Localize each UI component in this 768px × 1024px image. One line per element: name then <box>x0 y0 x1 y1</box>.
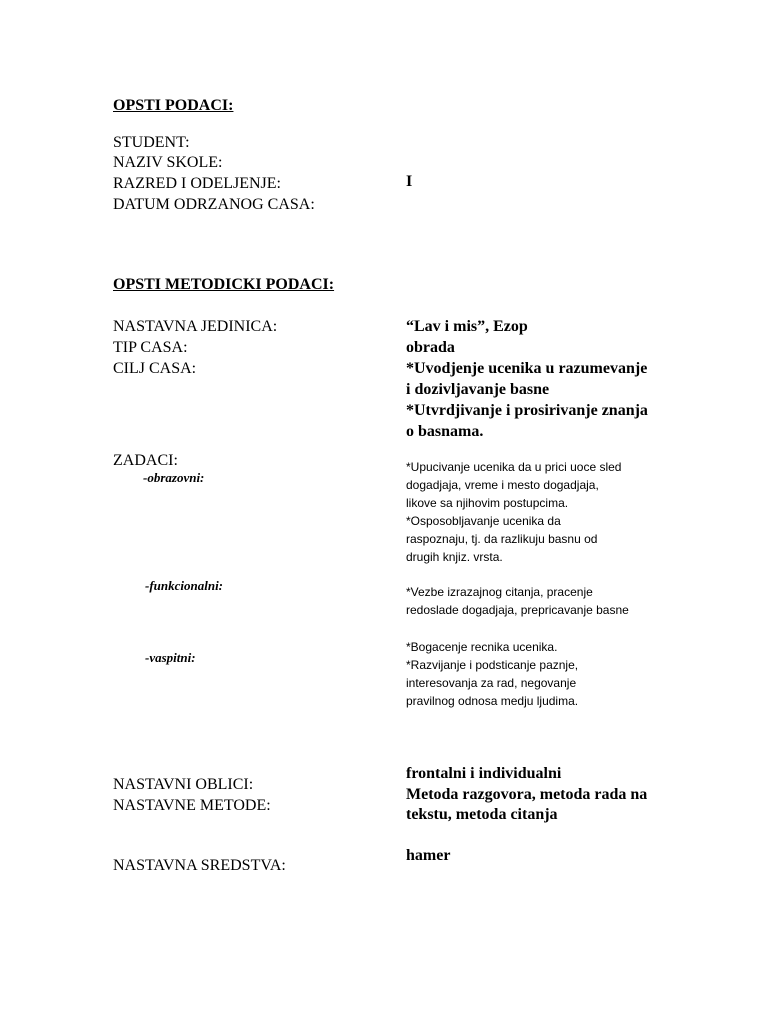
methods-label: NASTAVNE METODE: <box>113 797 271 814</box>
methods-line: Metoda razgovora, metoda rada na <box>406 786 648 803</box>
goal-line: i dozivljavanje basne <box>406 381 550 398</box>
forms-label: NASTAVNI OBLICI: <box>113 776 254 793</box>
date-label: DATUM ODRZANOG CASA: <box>113 196 315 213</box>
general-heading: OPSTI PODACI: <box>113 97 234 114</box>
methodical-heading: OPSTI METODICKI PODACI: <box>113 276 335 293</box>
student-label: STUDENT: <box>113 134 190 151</box>
class-value: I <box>406 173 413 190</box>
type-value: obrada <box>406 339 455 356</box>
unit-value: “Lav i mis”, Ezop <box>406 318 528 335</box>
educational-line: drugih knjiz. vrsta. <box>406 550 503 564</box>
goal-line: o basnama. <box>406 423 484 440</box>
upbringing-label: -vaspitni: <box>145 650 196 665</box>
methods-line: tekstu, metoda citanja <box>406 806 558 823</box>
educational-line: *Osposobljavanje ucenika da <box>406 514 561 528</box>
goal-line: *Utvrdjivanje i prosirivanje znanja <box>406 402 648 419</box>
functional-line: redoslade dogadjaja, prepricavanje basne <box>406 603 629 617</box>
unit-label: NASTAVNA JEDINICA: <box>113 318 278 335</box>
educational-line: dogadjaja, vreme i mesto dogadjaja, <box>406 478 599 492</box>
type-label: TIP CASA: <box>113 339 188 356</box>
goal-label: CILJ CASA: <box>113 360 197 377</box>
upbringing-line: pravilnog odnosa medju ljudima. <box>406 694 579 708</box>
school-label: NAZIV SKOLE: <box>113 154 223 171</box>
educational-line: *Upucivanje ucenika da u prici uoce sled <box>406 460 622 474</box>
forms-value: frontalni i individualni <box>406 765 562 782</box>
upbringing-line: *Bogacenje recnika ucenika. <box>406 640 558 654</box>
class-label: RAZRED I ODELJENJE: <box>113 175 281 192</box>
educational-line: likove sa njihovim postupcima. <box>406 496 569 510</box>
functional-line: *Vezbe izrazajnog citanja, pracenje <box>406 585 593 599</box>
upbringing-line: *Razvijanje i podsticanje paznje, <box>406 658 579 672</box>
means-label: NASTAVNA SREDSTVA: <box>113 857 286 874</box>
educational-label: -obrazovni: <box>143 470 205 485</box>
means-value: hamer <box>406 847 451 864</box>
tasks-label: ZADACI: <box>113 452 178 469</box>
functional-label: -funkcionalni: <box>145 578 224 593</box>
educational-line: raspoznaju, tj. da razlikuju basnu od <box>406 532 598 546</box>
upbringing-line: interesovanja za rad, negovanje <box>406 676 577 690</box>
goal-line: *Uvodjenje ucenika u razumevanje <box>406 360 648 377</box>
